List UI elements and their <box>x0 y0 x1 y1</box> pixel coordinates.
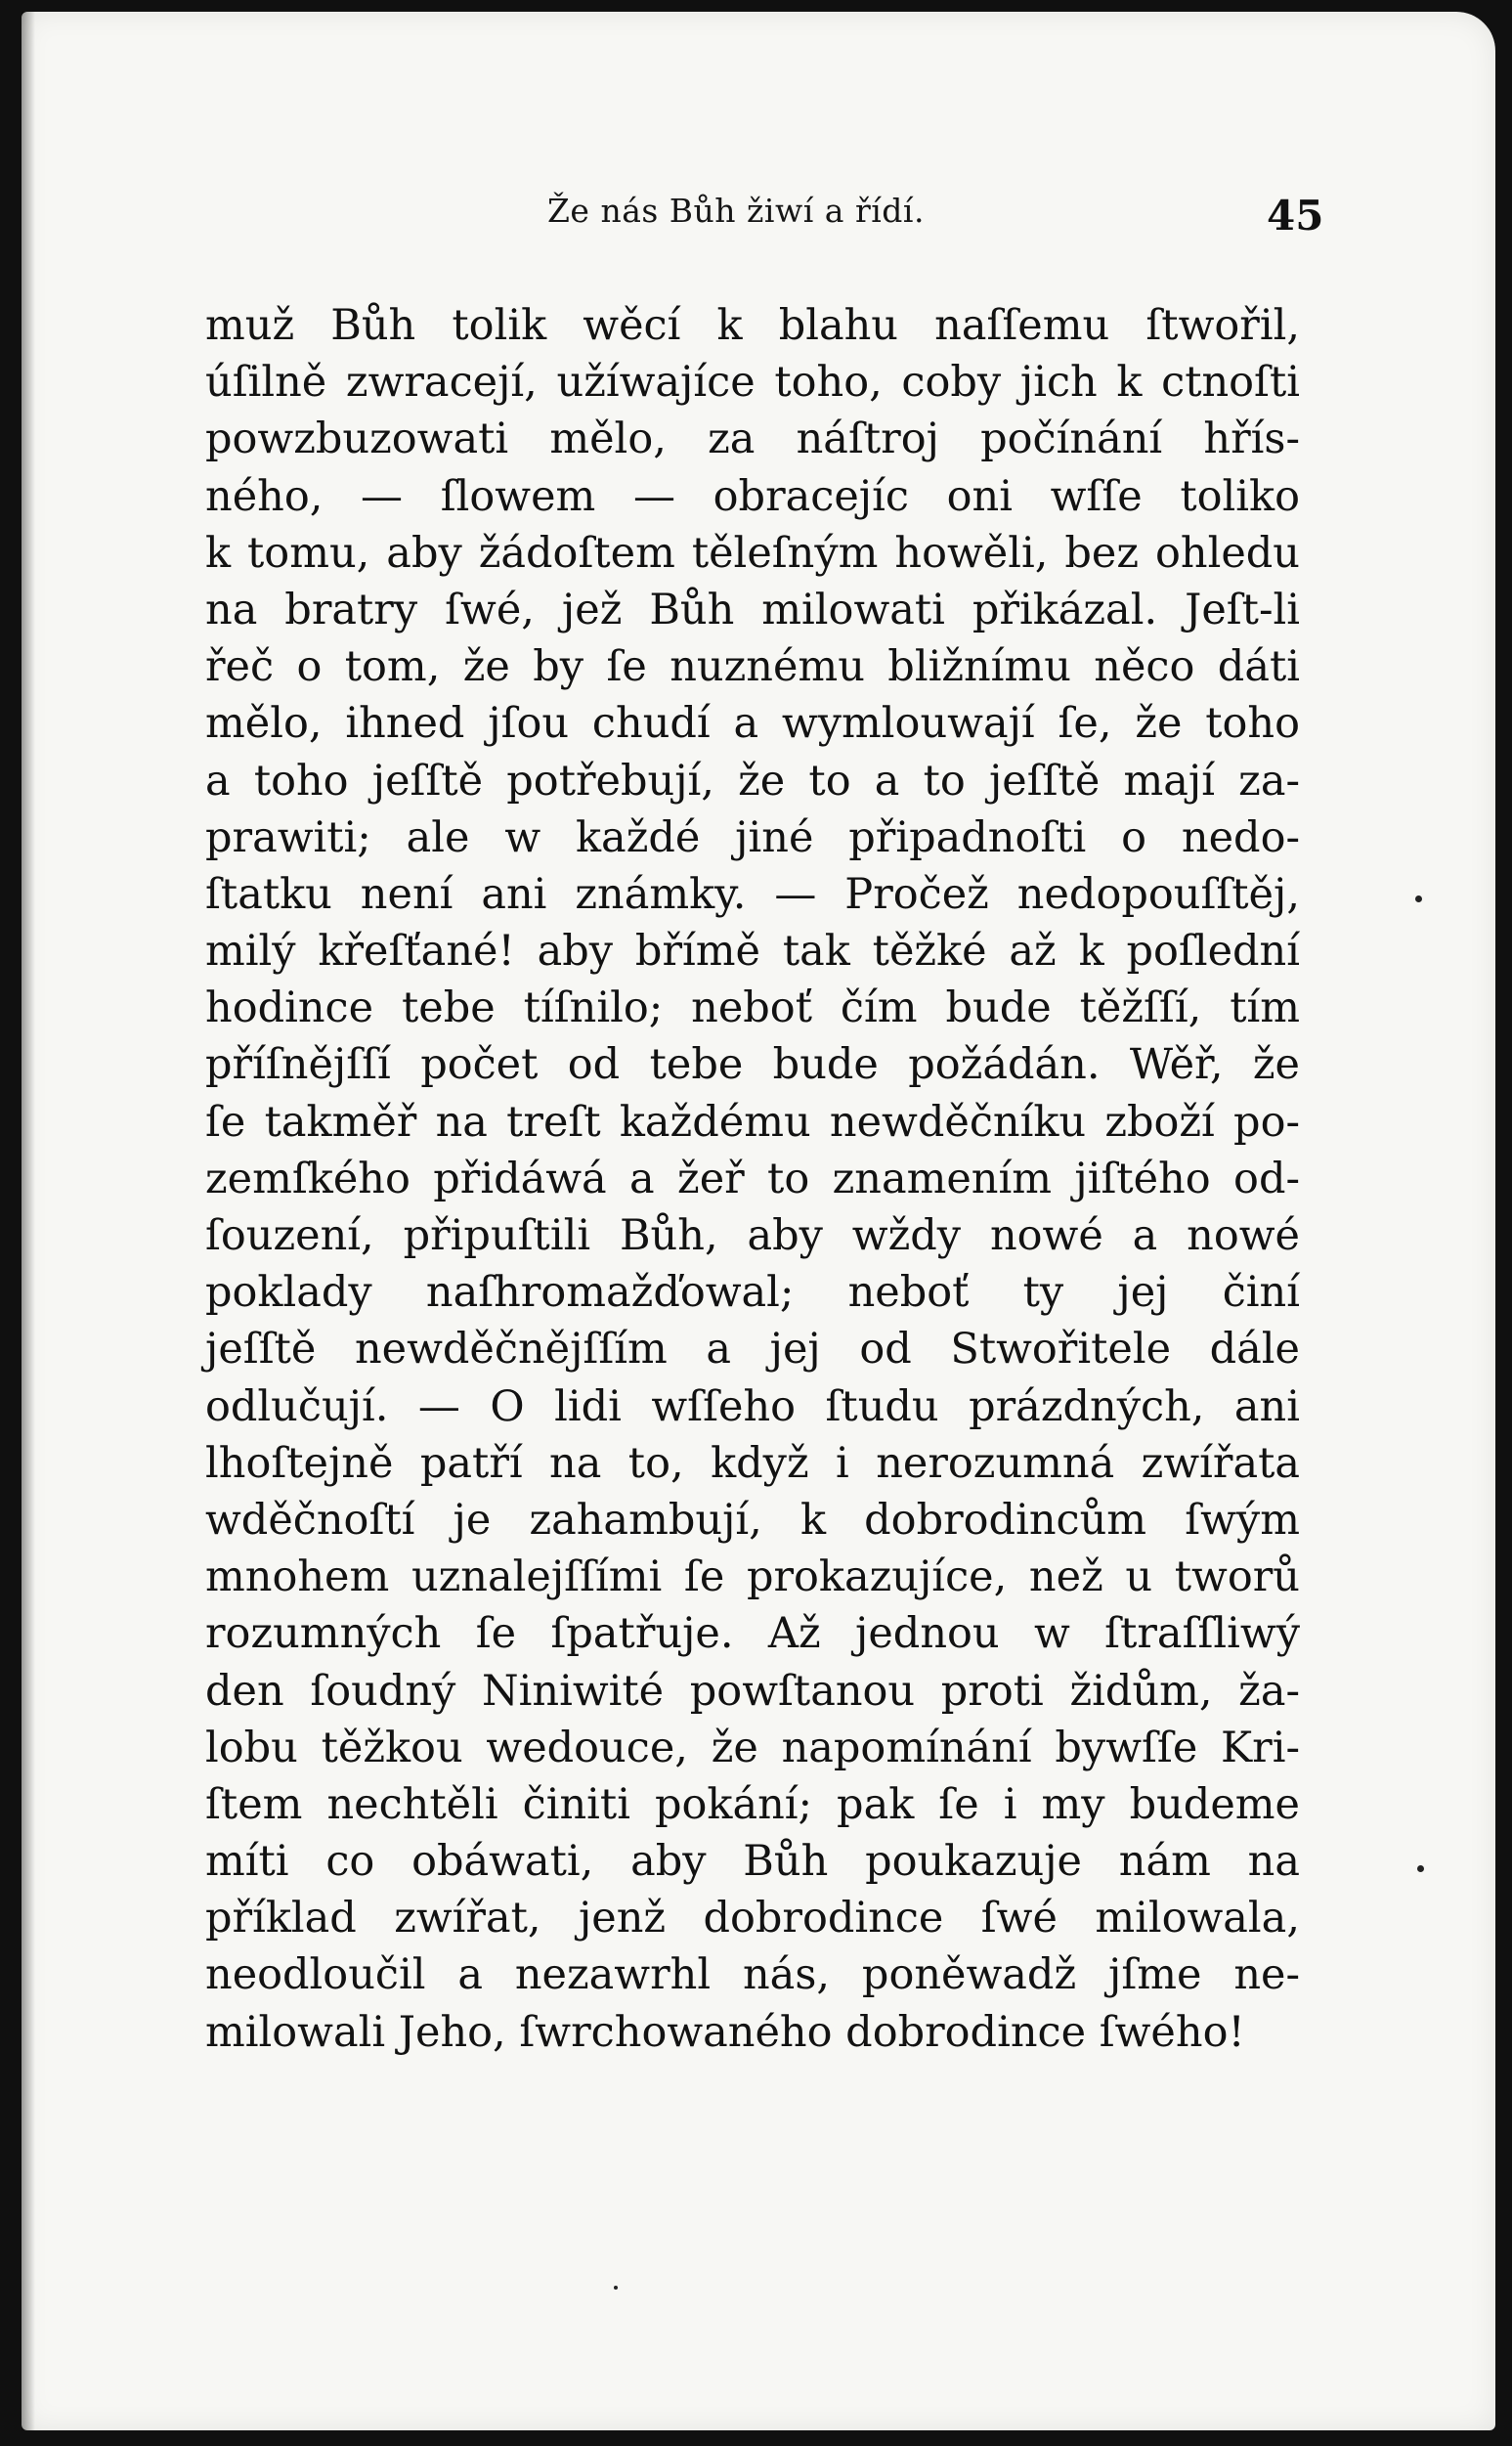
body-text <box>205 297 1300 2061</box>
text-line: úſilně zwracejí, užíwajíce toho, coby jich k ctnoſti <box>205 358 1300 408</box>
text-line: rozumných ſe ſpatřuje. Až jednou w ſtraſſliwý <box>205 1609 1300 1659</box>
text-line: k tomu, aby žádoſtem těleſným howěli, bez ohledu <box>205 528 1300 578</box>
text-line: ſe takměř na treſt každému newděčníku zboží po- <box>205 1097 1300 1147</box>
running-head: Že nás Bůh žiwí a řídí. <box>547 192 925 230</box>
text-line: mnohem uznalejſſími ſe prokazujíce, než u tworů <box>205 1552 1300 1602</box>
print-speck <box>614 2286 618 2290</box>
text-line: jeſſtě newděčnějſſím a jej od Stwořitele dále <box>205 1325 1300 1375</box>
text-line: neodloučil a nezawrhl nás, poněwadž jſme ne- <box>205 1950 1300 2000</box>
text-line: mělo, ihned jſou chudí a wymlouwají ſe, že toho <box>205 699 1300 749</box>
text-line: ſouzení, připuſtili Bůh, aby wždy nowé a nowé <box>205 1211 1300 1260</box>
text-line: příklad zwířat, jenž dobrodince ſwé milowala, <box>205 1894 1300 1944</box>
text-line: zemſkého přidáwá a žeř to znamením jiſtého od- <box>205 1154 1300 1203</box>
text-line: lobu těžkou wedouce, že napomínání bywſſe Kri- <box>205 1723 1300 1772</box>
page-number: 45 <box>1267 192 1324 240</box>
text-line: wděčnoſtí je zahambují, k dobrodincům ſwým <box>205 1495 1300 1545</box>
page-gutter-shadow <box>22 12 35 2430</box>
text-line: odlučují. — O lidi wſſeho ſtudu prázdných, ani <box>205 1381 1300 1431</box>
print-speck <box>1417 1865 1424 1872</box>
print-speck <box>1415 895 1422 902</box>
text-line: poklady naſhromažďowal; neboť ty jej činí <box>205 1268 1300 1318</box>
text-line: den ſoudný Niniwité powſtanou proti židům, ža- <box>205 1666 1300 1716</box>
text-line: míti co obáwati, aby Bůh poukazuje nám na <box>205 1837 1300 1887</box>
text-line: příſnějſſí počet od tebe bude požádán. Wěř, že <box>205 1040 1300 1090</box>
text-line: hodince tebe tíſnilo; neboť čím bude těžſſí, tím <box>205 983 1300 1033</box>
text-line: a toho jeſſtě potřebují, že to a to jeſſtě mají za- <box>205 756 1300 806</box>
text-line: prawiti; ale w každé jiné připadnoſti o nedo- <box>205 812 1300 862</box>
text-line: ného, — ſlowem — obracejíc oni wſſe toliko <box>205 471 1300 521</box>
text-line: muž Bůh tolik wěcí k blahu naſſemu ſtwořil, <box>205 301 1300 350</box>
text-line: milowali Jeho, ſwrchowaného dobrodince ſwého! <box>205 2007 1245 2057</box>
text-line: lhoſtejně patří na to, když i nerozumná zwířata <box>205 1438 1300 1488</box>
text-line: řeč o tom, že by ſe nuznému bližnímu něco dáti <box>205 642 1300 692</box>
text-line: na bratry ſwé, jež Bůh milowati přikázal. Jeſt-li <box>205 585 1300 634</box>
text-line: milý křeſťané! aby břímě tak těžké až k poſlední <box>205 927 1300 977</box>
text-line: ſtatku není ani známky. — Pročež nedopouſſtěj, <box>205 869 1300 919</box>
text-line: powzbuzowati mělo, za náſtroj počínání hřís- <box>205 415 1300 464</box>
text-line: ſtem nechtěli činiti pokání; pak ſe i my budeme <box>205 1779 1300 1829</box>
